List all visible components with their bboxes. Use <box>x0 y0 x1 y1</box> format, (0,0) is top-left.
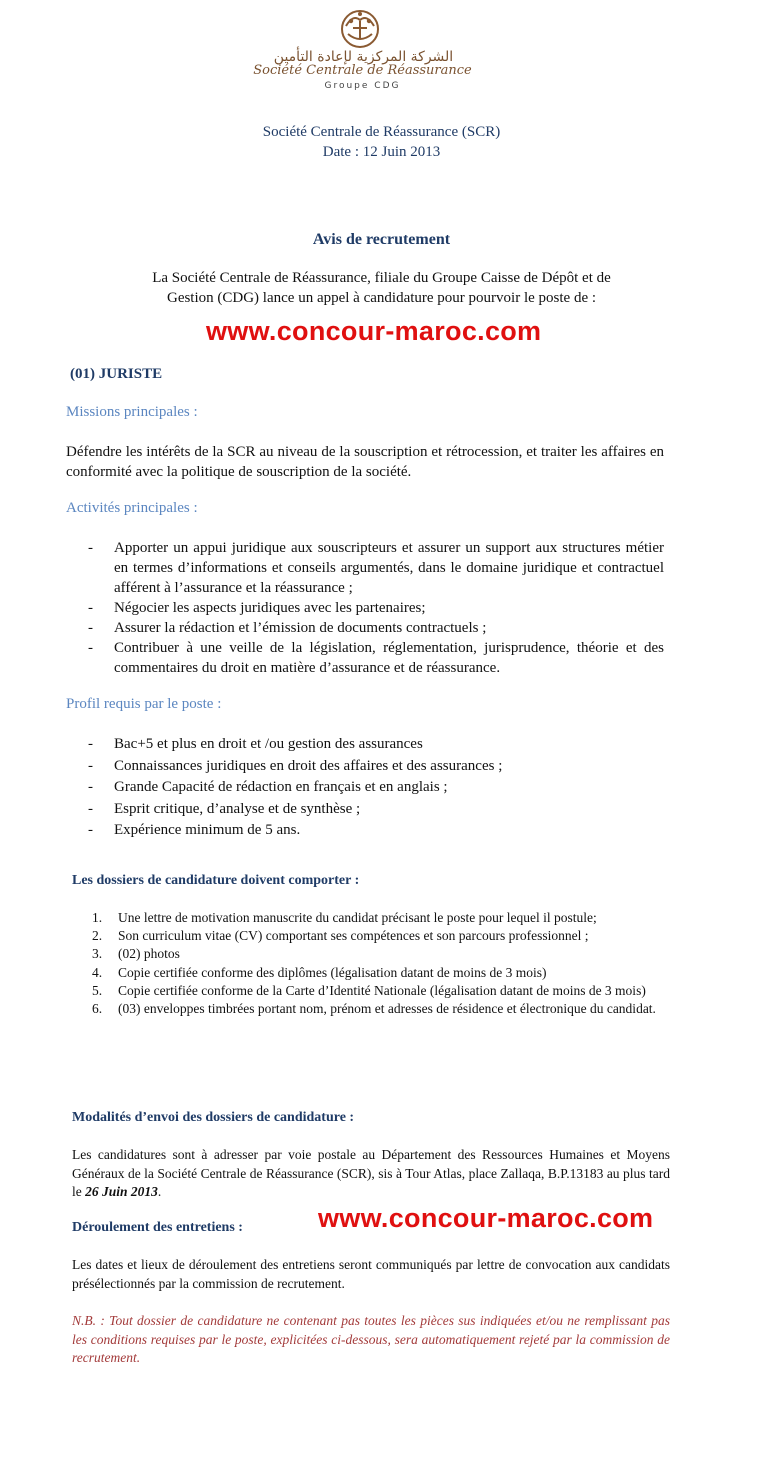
nb-note: N.B. : Tout dossier de candidature ne contenant pas toutes les pièces sus indiquées et/ou ne remplissant pas les conditions requises par le poste, explicitées ci-dessous, sera automatiquement rejeté par la commission de recrutement. <box>72 1313 670 1365</box>
list-item: - Contribuer à une veille de la législation, réglementation, jurisprudence, théorie et des commentaires du droit en matière d’assurance et de réassurance. <box>88 640 664 676</box>
logo-group-name: Groupe CDG <box>324 81 401 91</box>
envoi-heading: Modalités d’envoi des dossiers de candidature : <box>72 1110 355 1125</box>
list-item: - Apporter un appui juridique aux souscripteurs et assurer un support aux structures métier en termes d’informations et conseils argumentés, dans le domaine juridique et contractuel afférent à l’assurance et la réassurance ; <box>88 540 664 596</box>
list-item: - Esprit critique, d’analyse et de synthèse ; <box>88 800 361 817</box>
list-item: - Assurer la rédaction et l’émission de documents contractuels ; <box>88 620 487 636</box>
activities-label: Activités principales : <box>66 500 198 516</box>
list-item: 4. Copie certifiée conforme des diplômes (légalisation datant de moins de 3 mois) <box>92 964 547 980</box>
logo-arabic-name: الشركة المركزية لإعادة التأمين <box>273 49 454 65</box>
profile-list <box>88 734 664 842</box>
entretiens-text: Les dates et lieux de déroulement des entretiens seront communiqués par lettre de convocation aux candidats présélectionnés par la commission de recrutement. <box>72 1257 670 1291</box>
list-item: - Connaissances juridiques en droit des affaires et des assurances ; <box>88 757 503 774</box>
logo-french-name: Société Centrale de Réassurance <box>253 63 472 78</box>
list-item: 5. Copie certifiée conforme de la Carte d’Identité Nationale (légalisation datant de moins de 3 mois) <box>92 982 646 998</box>
list-item: - Expérience minimum de 5 ans. <box>88 822 301 838</box>
envoi-text: Les candidatures sont à adresser par voie postale au Département des Ressources Humaines et Moyens Généraux de la Société Centrale de Réassurance (SCR), sis à Tour Atlas, place Zallaqa, B.P.13183 au plus tard le 26 Juin 2013. <box>72 1147 670 1199</box>
dossiers-heading: Les dossiers de candidature doivent comporter : <box>72 873 360 888</box>
intro-line-1: La Société Centrale de Réassurance, filiale du Groupe Caisse de Dépôt et de <box>152 270 611 286</box>
entretiens-heading: Déroulement des entretiens : <box>72 1220 243 1235</box>
missions-label: Missions principales : <box>66 404 198 420</box>
list-item: 2. Son curriculum vitae (CV) comportant ses compétences et son parcours professionnel ; <box>92 928 589 944</box>
dossiers-list <box>92 909 670 1018</box>
missions-text: Défendre les intérêts de la SCR au niveau de la souscription et rétrocession, et traiter les affaires en conformité avec la politique de souscription de la société. <box>66 444 664 480</box>
page-title: Avis de recrutement <box>312 231 451 248</box>
profile-label: Profil requis par le poste : <box>66 696 222 712</box>
list-item: 3. (02) photos <box>92 946 180 962</box>
deadline-date: 26 Juin 2013 <box>85 1184 158 1199</box>
document-date: Date : 12 Juin 2013 <box>322 144 441 160</box>
job-title: (01) JURISTE <box>70 366 163 382</box>
list-item: - Bac+5 et plus en droit et /ou gestion des assurances <box>88 736 423 752</box>
activities-list <box>88 538 664 678</box>
list-item: - Négocier les aspects juridiques avec les partenaires; <box>88 600 426 616</box>
list-item: 1. Une lettre de motivation manuscrite du candidat précisant le poste pour lequel il postule; <box>92 910 597 925</box>
company-name: Société Centrale de Réassurance (SCR) <box>262 124 501 140</box>
list-item: 6. (03) enveloppes timbrées portant nom, prénom et adresses de résidence et électronique du candidat. <box>92 1001 656 1017</box>
intro-line-2: Gestion (CDG) lance un appel à candidature pour pourvoir le poste de : <box>166 290 597 306</box>
list-item: - Grande Capacité de rédaction en français et en anglais ; <box>88 779 448 795</box>
scr-logo-emblem <box>331 6 389 52</box>
watermark-link-top[interactable]: www.concour-maroc.com <box>206 316 542 346</box>
watermark-link-bottom[interactable]: www.concour-maroc.com <box>318 1203 654 1233</box>
